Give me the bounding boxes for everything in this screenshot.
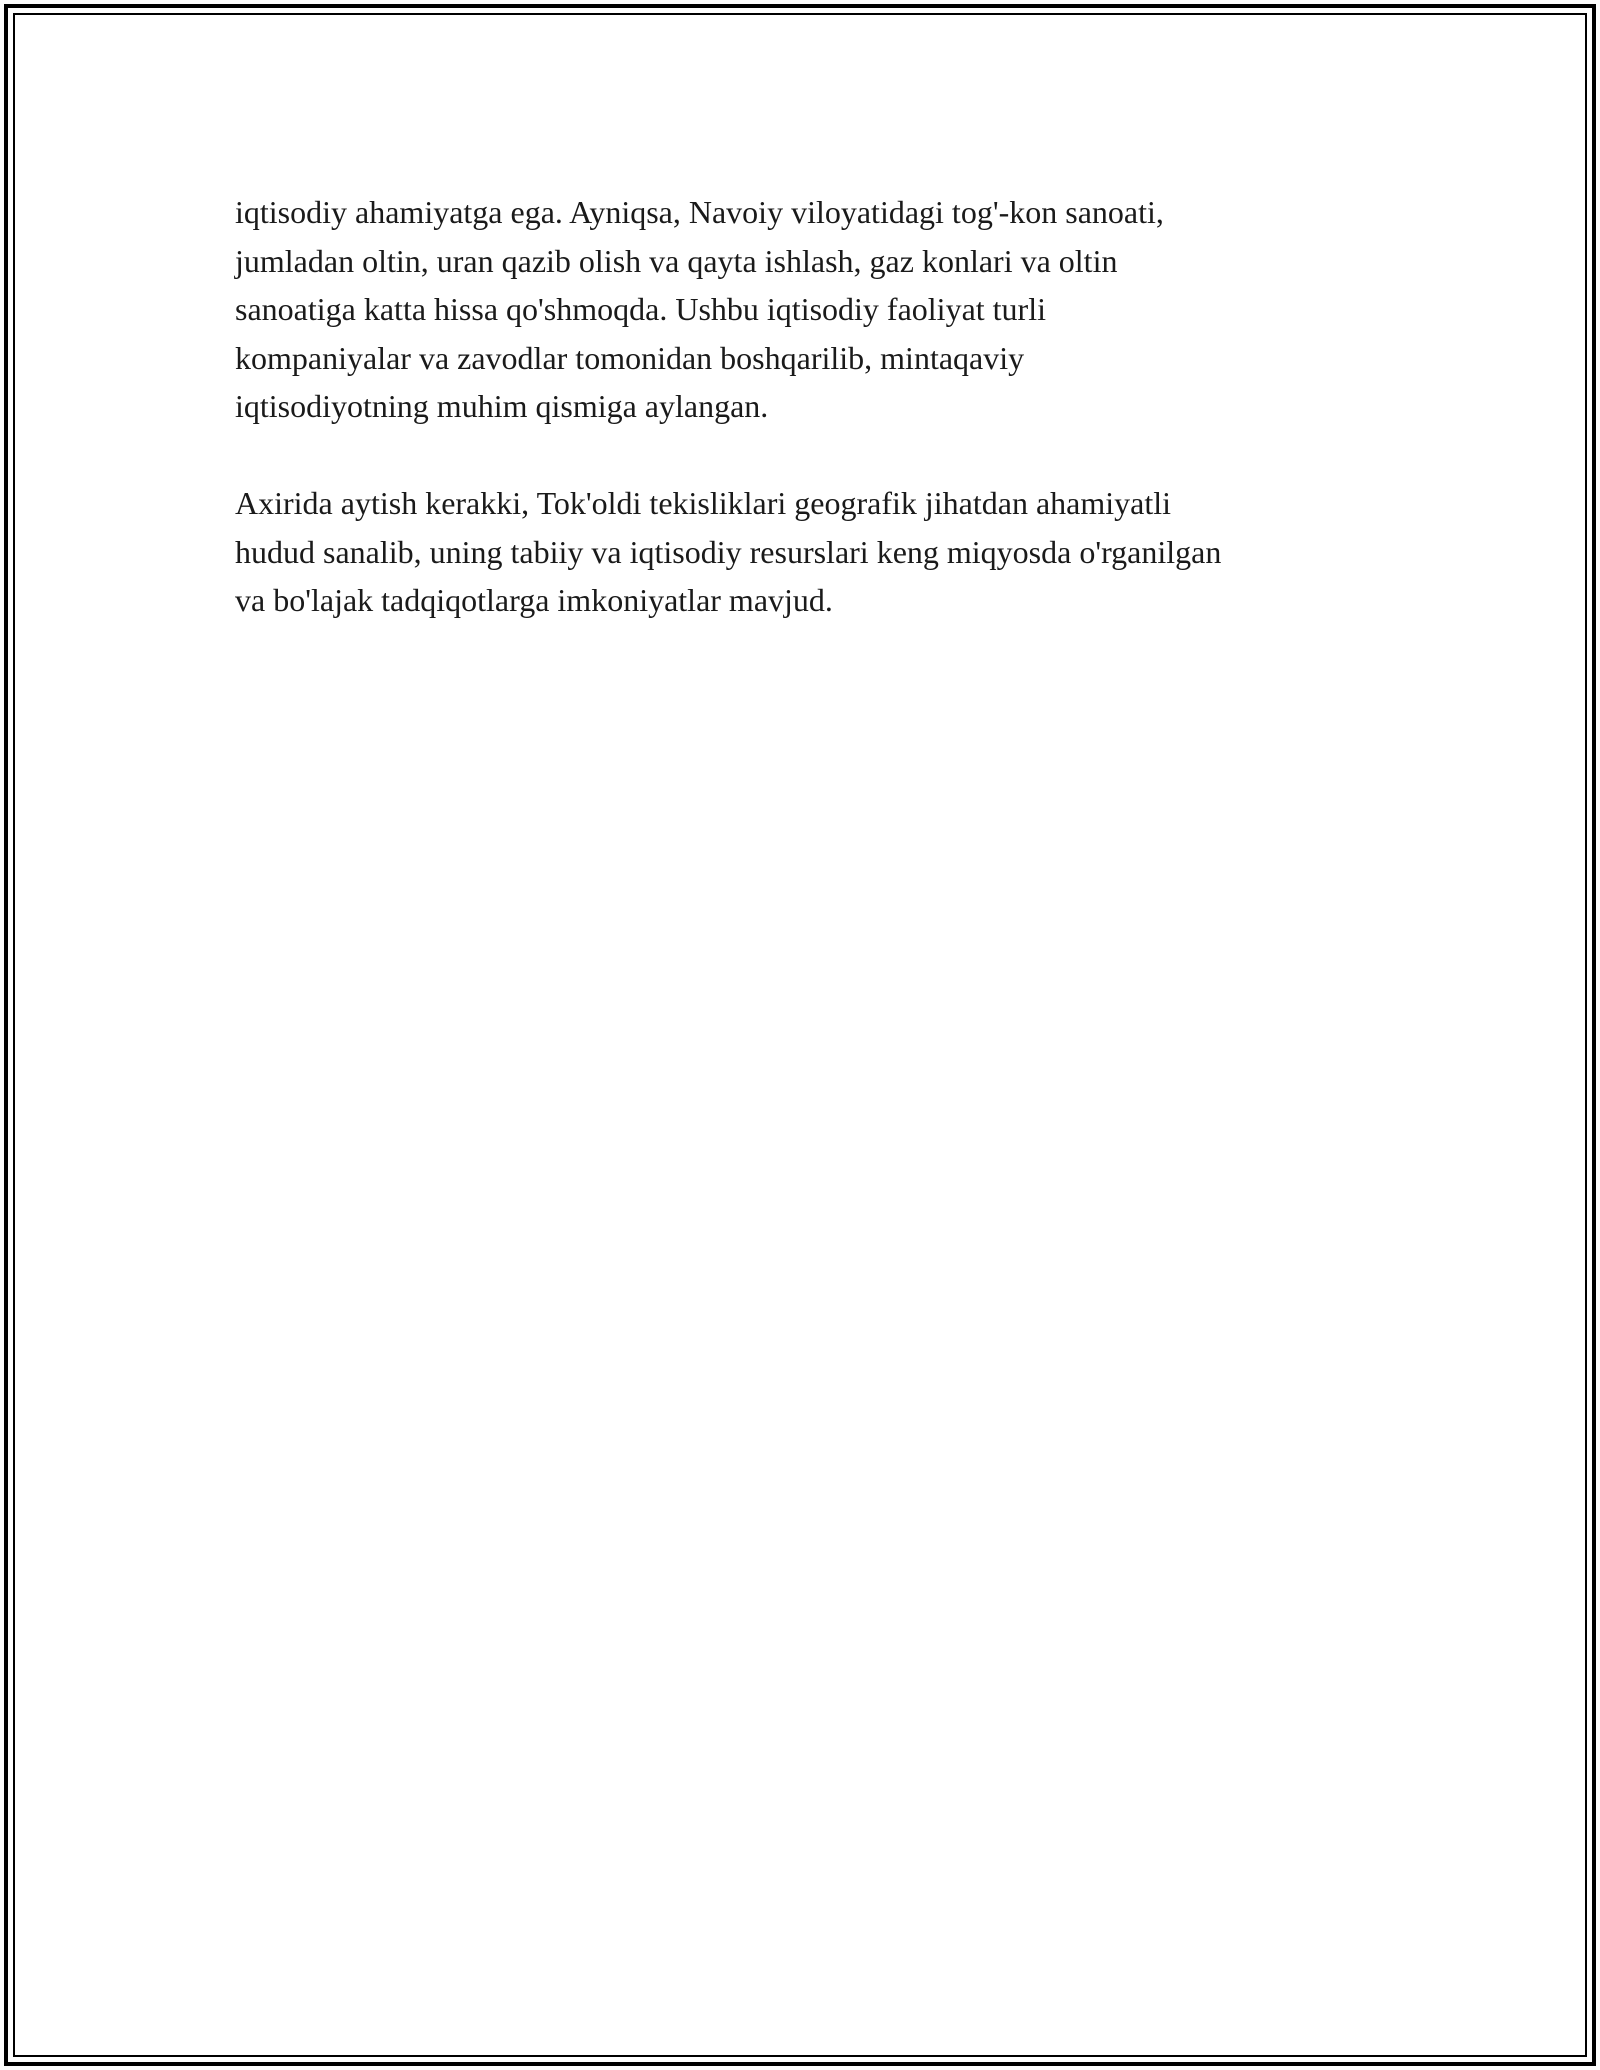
paragraph-economy: iqtisodiy ahamiyatga ega. Ayniqsa, Navoiy viloyatidagi tog'-kon sanoati, jumladan oltin, uran qazib olish va qayta ishlash, gaz konlari va oltin sanoatiga katta hissa qo'shmoqda. Ushbu iqtisodiy faoliyat turli kompaniyalar va zavodlar tomonidan boshqarilib, mintaqaviy iqtisodiyotning muhim qismiga aylangan.: [235, 194, 1164, 424]
paragraph-conclusion: Axirida aytish kerakki, Tok'oldi tekisliklari geografik jihatdan ahamiyatli hudud sanalib, uning tabiiy va iqtisodiy resurslari keng miqyosda o'rganilgan va bo'lajak tadqiqotlarga imkoniyatlar mavjud.: [235, 485, 1222, 618]
document-body: [235, 188, 1385, 673]
